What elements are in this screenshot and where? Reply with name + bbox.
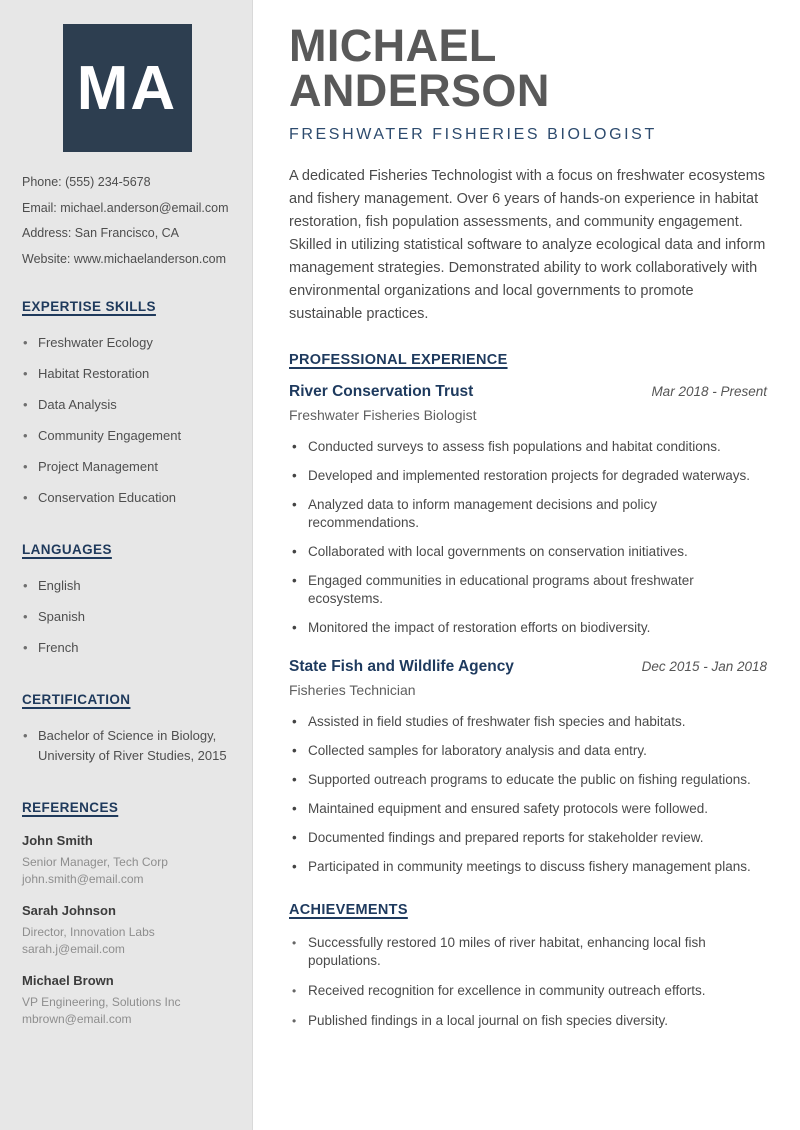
contact-line: Website: www.michaelanderson.com bbox=[22, 251, 227, 266]
summary-paragraph: A dedicated Fisheries Technologist with a focus on freshwater ecosystems and fishery management. Over 6 years of hands-on experience in habitat restoration, fish population assessments, and community engagement. Skilled in utilizing statistical software to analyze ecological data and inform management strategies. Demonstrated ability to work collaboratively with environmental organizations and local governments to promote sustainable practices. bbox=[289, 168, 766, 322]
language-item: • French bbox=[22, 638, 232, 658]
languages-list bbox=[22, 576, 232, 658]
job-company: River Conservation Trust bbox=[289, 383, 474, 400]
job-bullet: • Analyzed data to inform management decisions and policy recommendations. bbox=[289, 496, 767, 532]
job-bullet: • Collected samples for laboratory analysis and data entry. bbox=[289, 742, 767, 760]
job-bullet: • Developed and implemented restoration projects for degraded waterways. bbox=[289, 467, 767, 485]
achievement-item: • Successfully restored 10 miles of river habitat, enhancing local fish populations. bbox=[289, 934, 767, 970]
reference-role: Senior Manager, Tech Corp bbox=[22, 855, 168, 869]
skill-item: • Freshwater Ecology bbox=[22, 333, 232, 353]
job-dates: Dec 2015 - Jan 2018 bbox=[641, 659, 767, 674]
reference-name: John Smith bbox=[22, 833, 93, 848]
skill-item: • Habitat Restoration bbox=[22, 364, 232, 384]
resume-title: FRESHWATER FISHERIES BIOLOGIST bbox=[289, 126, 657, 143]
language-item: • English bbox=[22, 576, 232, 596]
reference-role: Director, Innovation Labs bbox=[22, 925, 155, 939]
reference-role: VP Engineering, Solutions Inc bbox=[22, 995, 181, 1009]
job-bullet-list bbox=[289, 713, 767, 876]
reference-email: john.smith@email.com bbox=[22, 872, 144, 886]
skills-section-title: EXPERTISE SKILLS bbox=[22, 299, 156, 314]
job-entry-2 bbox=[289, 658, 767, 876]
job-company: State Fish and Wildlife Agency bbox=[289, 658, 514, 675]
reference-entry bbox=[22, 833, 232, 888]
monogram-initials: MA bbox=[76, 53, 178, 123]
language-item: • Spanish bbox=[22, 607, 232, 627]
references-section-title: REFERENCES bbox=[22, 800, 119, 815]
job-bullet: • Supported outreach programs to educate the public on fishing regulations. bbox=[289, 771, 767, 789]
contact-line: Email: michael.anderson@email.com bbox=[22, 200, 229, 215]
skill-item: • Community Engagement bbox=[22, 426, 232, 446]
job-bullet: • Participated in community meetings to discuss fishery management plans. bbox=[289, 858, 767, 876]
experience-section-title: PROFESSIONAL EXPERIENCE bbox=[289, 352, 508, 368]
certification-item: • Bachelor of Science in Biology, University of River Studies, 2015 bbox=[22, 726, 232, 766]
job-bullet: • Collaborated with local governments on conservation initiatives. bbox=[289, 543, 767, 561]
job-bullet: • Documented findings and prepared reports for stakeholder review. bbox=[289, 829, 767, 847]
job-bullet: • Engaged communities in educational programs about freshwater ecosystems. bbox=[289, 572, 767, 608]
certification-section-title: CERTIFICATION bbox=[22, 692, 131, 707]
job-bullet-list bbox=[289, 438, 767, 637]
section-certification bbox=[22, 692, 232, 766]
reference-entry bbox=[22, 973, 232, 1028]
references-list bbox=[22, 833, 232, 1028]
reference-email: sarah.j@email.com bbox=[22, 942, 125, 956]
sidebar bbox=[0, 0, 253, 1130]
resume-name: MICHAEL ANDERSON bbox=[289, 20, 550, 116]
monogram-avatar bbox=[63, 24, 192, 152]
reference-email: mbrown@email.com bbox=[22, 1012, 132, 1026]
job-role: Fisheries Technician bbox=[289, 682, 416, 698]
achievement-item: • Received recognition for excellence in community outreach efforts. bbox=[289, 982, 767, 1000]
skills-list bbox=[22, 333, 232, 508]
job-bullet: • Monitored the impact of restoration efforts on biodiversity. bbox=[289, 619, 767, 637]
main-content bbox=[254, 0, 800, 1042]
section-skills bbox=[22, 299, 232, 508]
job-bullet: • Assisted in field studies of freshwater fish species and habitats. bbox=[289, 713, 767, 731]
skill-item: • Conservation Education bbox=[22, 488, 232, 508]
reference-name: Sarah Johnson bbox=[22, 903, 116, 918]
job-entry-1 bbox=[289, 383, 767, 637]
contact-line: Phone: (555) 234-5678 bbox=[22, 175, 151, 189]
reference-entry bbox=[22, 903, 232, 958]
reference-name: Michael Brown bbox=[22, 973, 114, 988]
job-bullet: • Conducted surveys to assess fish populations and habitat conditions. bbox=[289, 438, 767, 456]
job-dates: Mar 2018 - Present bbox=[651, 384, 767, 399]
achievement-item: • Published findings in a local journal on fish species diversity. bbox=[289, 1012, 767, 1030]
skill-item: • Data Analysis bbox=[22, 395, 232, 415]
achievements-list bbox=[289, 934, 767, 1030]
section-languages bbox=[22, 542, 232, 658]
job-header bbox=[289, 658, 767, 676]
skill-item: • Project Management bbox=[22, 457, 232, 477]
certification-list bbox=[22, 726, 232, 766]
achievements-section-title: ACHIEVEMENTS bbox=[289, 902, 408, 918]
job-role: Freshwater Fisheries Biologist bbox=[289, 407, 477, 423]
languages-section-title: LANGUAGES bbox=[22, 542, 112, 557]
job-bullet: • Maintained equipment and ensured safety protocols were followed. bbox=[289, 800, 767, 818]
job-header bbox=[289, 383, 767, 401]
contact-block bbox=[22, 176, 232, 265]
section-references bbox=[22, 800, 232, 1028]
contact-line: Address: San Francisco, CA bbox=[22, 226, 180, 240]
